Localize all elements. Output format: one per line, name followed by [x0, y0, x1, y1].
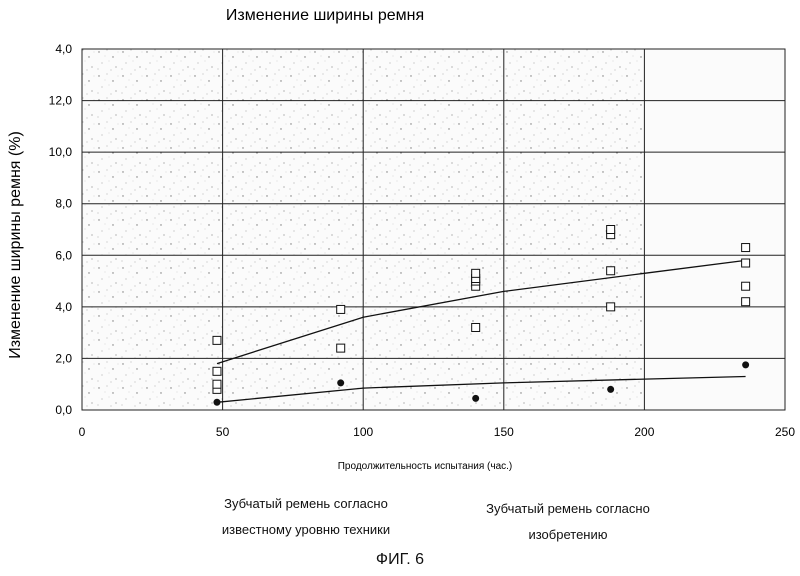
data-point-prior-art: [213, 336, 221, 344]
legend-invention-line-1: Зубчатый ремень согласно: [486, 501, 650, 516]
y-tick-label: 4,0: [55, 299, 72, 314]
x-axis-label: Продолжительность испытания (час.): [337, 461, 513, 472]
data-point-prior-art: [213, 380, 221, 388]
y-tick-labels: [49, 42, 73, 417]
x-tick-label: 150: [493, 425, 514, 439]
y-axis-label: Изменение ширины ремня (%): [7, 131, 24, 359]
x-tick-label: 100: [353, 425, 374, 439]
x-tick-label: 50: [215, 425, 230, 439]
data-point-prior-art: [742, 244, 750, 252]
x-tick-label: 0: [78, 425, 86, 439]
y-tick-label: 12,0: [48, 93, 72, 108]
chart-title: Изменение ширины ремня: [225, 7, 425, 24]
legend-prior-art-line-1: Зубчатый ремень согласно: [224, 496, 388, 511]
legend-invention-line-2: изобретению: [528, 527, 608, 542]
plot-area-texture: [82, 49, 642, 410]
legend-prior-art: [196, 491, 416, 543]
data-point-prior-art: [742, 298, 750, 306]
data-point-prior-art: [337, 344, 345, 352]
x-tick-labels: [79, 425, 796, 439]
y-tick-label: 10,0: [48, 145, 72, 160]
x-tick-label: 200: [634, 425, 655, 439]
data-point-prior-art: [742, 259, 750, 267]
y-tick-label: 6,0: [55, 248, 72, 263]
data-point-invention: [337, 379, 344, 386]
figure-caption: ФИГ. 6: [375, 551, 425, 568]
data-point-prior-art: [607, 267, 615, 275]
data-point-invention: [213, 399, 220, 406]
data-point-prior-art: [607, 226, 615, 234]
data-point-invention: [472, 395, 479, 402]
y-tick-label: 2,0: [55, 351, 72, 366]
data-point-prior-art: [337, 305, 345, 313]
y-tick-label: 4,0: [55, 42, 72, 56]
y-tick-label: 8,0: [55, 196, 72, 211]
data-point-prior-art: [213, 367, 221, 375]
legend-invention: [468, 496, 668, 548]
x-tick-label: 250: [774, 425, 796, 439]
data-point-prior-art: [472, 269, 480, 277]
data-point-prior-art: [472, 323, 480, 331]
y-tick-label: 0,0: [55, 403, 72, 417]
data-point-prior-art: [607, 303, 615, 311]
data-point-invention: [742, 361, 749, 368]
legend-prior-art-line-2: известному уровню техники: [221, 522, 391, 537]
data-point-prior-art: [742, 282, 750, 290]
data-point-invention: [607, 386, 614, 393]
